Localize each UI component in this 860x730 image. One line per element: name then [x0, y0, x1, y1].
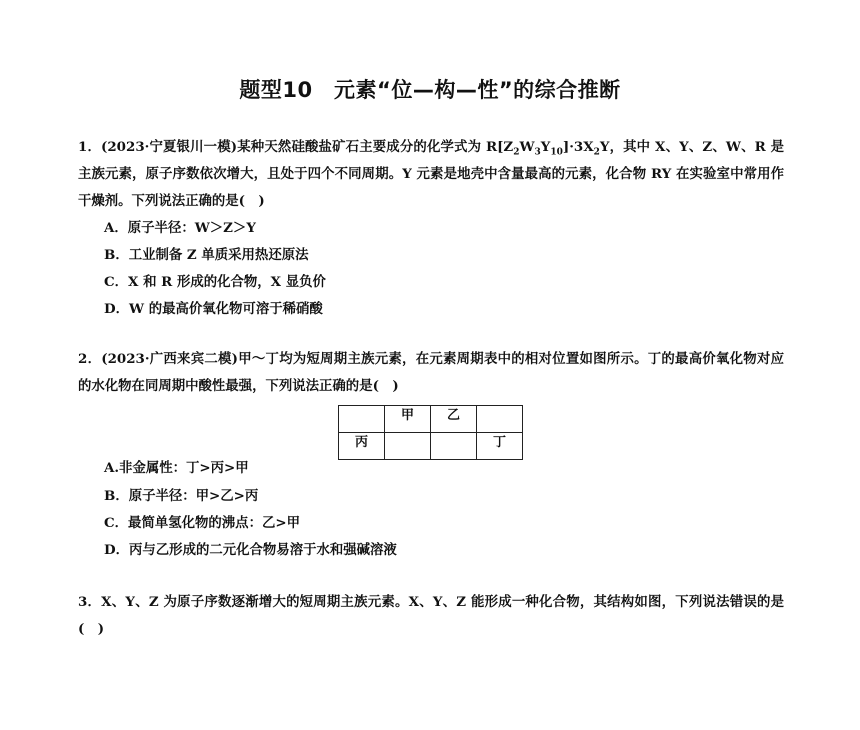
table-row: [339, 433, 523, 460]
question-1-text-d: ]·3X: [562, 139, 594, 155]
question-2-option-d: D．丙与乙形成的二元化合物易溶于水和强碱溶液: [104, 542, 397, 558]
question-3-text: X、Y、Z 为原子序数逐渐增大的短周期主族元素。X、Y、Z 能形成一种化合物，其结构如图，下列说法错误的是( ): [78, 594, 784, 637]
question-2-source: (2023·广西来宾二模): [101, 351, 238, 367]
table-row: [339, 406, 523, 433]
question-2-option-b: B．原子半径：甲>乙>丙: [104, 488, 259, 504]
formula-subscript: 10: [550, 147, 563, 158]
table-cell: 丙: [339, 433, 385, 460]
question-1-number: 1．: [78, 139, 102, 155]
table-cell: 甲: [385, 406, 431, 433]
table-cell: 乙: [431, 406, 477, 433]
question-1-option-d: D．W 的最高价氧化物可溶于稀硝酸: [104, 301, 323, 317]
formula-subscript: 3: [534, 147, 541, 158]
formula-subscript: 2: [593, 147, 600, 158]
question-1-option-a: A．原子半径：W＞Z＞Y: [104, 220, 256, 236]
question-3-number: 3．: [78, 594, 102, 610]
table-cell: 丁: [477, 433, 523, 460]
question-3-stem: [78, 589, 784, 643]
question-1-text-b: W: [519, 139, 535, 155]
question-1-option-c: C．X 和 R 形成的化合物，X 显负价: [104, 274, 326, 290]
question-1-text-e: Y，其中 X、Y、Z、W、R 是主族元素，原子序数依次增大，且处于四个不同周期。Y 元素是地壳中含量最高的元素，化合物 RY 在实验室中常用作干燥剂。下列说法正确的是( ): [78, 139, 784, 209]
periodic-table-fragment: [338, 405, 523, 460]
question-2-option-c: C．最简单氢化物的沸点：乙>甲: [104, 515, 300, 531]
question-1-text-a: 某种天然硅酸盐矿石主要成分的化学式为 R[Z: [237, 139, 514, 155]
question-1-option-b: B．工业制备 Z 单质采用热还原法: [104, 247, 309, 263]
question-1-text-c: Y: [540, 139, 551, 155]
page-title: 题型10 元素“位—构—性”的综合推断: [239, 78, 621, 102]
question-1-source: (2023·宁夏银川一模): [101, 139, 238, 155]
table-cell: [431, 433, 477, 460]
question-2-option-a: A.非金属性：丁>丙>甲: [104, 460, 249, 476]
table-cell: [339, 406, 385, 433]
table-cell: [477, 406, 523, 433]
question-2-stem: [78, 346, 784, 400]
formula-subscript: 2: [513, 147, 520, 158]
table-cell: [385, 433, 431, 460]
question-2-text: 甲～丁均为短周期主族元素，在元素周期表中的相对位置如图所示。丁的最高价氧化物对应的水化物在同周期中酸性最强，下列说法正确的是( ): [78, 351, 784, 394]
question-1-stem: [78, 134, 784, 215]
question-2-number: 2．: [78, 351, 102, 367]
